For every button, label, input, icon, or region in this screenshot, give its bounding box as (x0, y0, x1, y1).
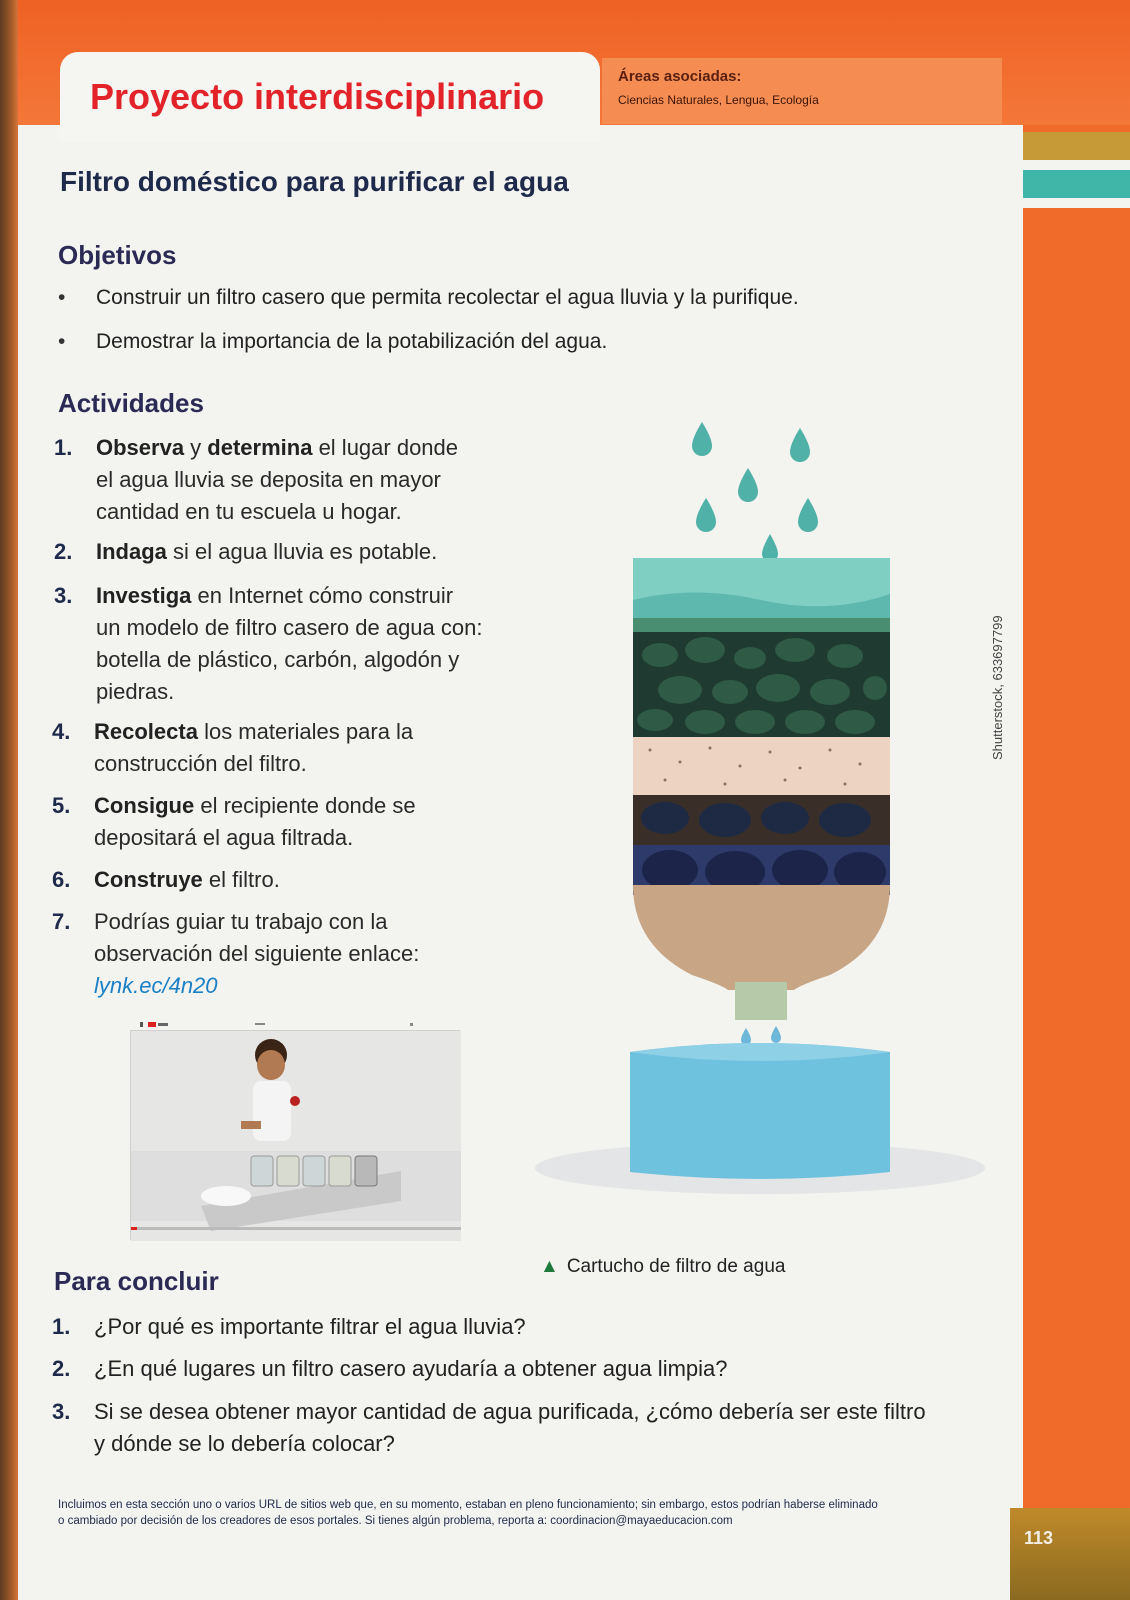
activity-item (54, 580, 536, 708)
water-drop-icon (692, 422, 712, 456)
clean-water-container (630, 1043, 890, 1179)
book-spine (0, 0, 18, 1600)
activity-verb: Construye (94, 867, 203, 892)
stripe-gap (1023, 198, 1130, 208)
footnote-line: Incluimos en esta sección uno o varios URL de sitios web que, en su momento, estaban en pleno funcionamiento; sin embargo, estos podrían haberse eliminado (58, 1499, 878, 1511)
right-orange-margin (1023, 125, 1130, 1600)
activity-text: cantidad en tu escuela u hogar. (96, 499, 402, 524)
activity-text: piedras. (96, 679, 175, 704)
filtered-drop-icon (741, 1028, 751, 1045)
activity-verb: Investiga (96, 583, 192, 608)
water-drop-icon (762, 534, 778, 562)
activity-number: 4. (52, 719, 71, 744)
objective-item (58, 330, 608, 354)
activity-number: 5. (52, 793, 71, 818)
figure-caption (540, 1256, 785, 1278)
activity-item (54, 536, 516, 568)
areas-label: Áreas asociadas: (618, 68, 742, 85)
filtered-drop-icon (771, 1026, 781, 1043)
question-number: 1. (52, 1314, 71, 1339)
objective-text: Demostrar la importancia de la potabilización del agua. (96, 330, 608, 353)
activity-text: un modelo de filtro casero de agua con: (96, 615, 483, 640)
activity-text: el recipiente donde se (194, 793, 416, 818)
activity-text: botella de plástico, carbón, algodón y (96, 647, 460, 672)
activity-verb: Indaga (96, 539, 167, 564)
question-number: 2. (52, 1356, 71, 1381)
teal-stripe (1023, 170, 1130, 198)
activity-text: construcción del filtro. (94, 751, 307, 776)
activity-text: observación del siguiente enlace: (94, 941, 420, 966)
page-title: Filtro doméstico para purificar el agua (60, 166, 569, 197)
page-number: 113 (1024, 1528, 1054, 1548)
activity-item (52, 790, 514, 854)
activity-verb: Recolecta (94, 719, 198, 744)
question-text: Si se desea obtener mayor cantidad de agua purificada, ¿cómo debería ser este filtro (94, 1399, 926, 1424)
bullet-icon: • (58, 286, 66, 309)
stripe-gap (1023, 160, 1130, 170)
gold-stripe (1023, 132, 1130, 160)
video-link[interactable]: lynk.ec/4n20 (94, 973, 218, 998)
caption-text: Cartucho de filtro de agua (566, 1256, 786, 1277)
video-thumbnail[interactable] (130, 1030, 460, 1240)
activity-text: en Internet cómo construir (191, 583, 454, 608)
bottle-neck (735, 980, 787, 1020)
activity-text: el filtro. (202, 867, 280, 892)
triangle-icon: ▲ (540, 1256, 559, 1277)
header-tab (60, 52, 600, 142)
conclude-heading: Para concluir (54, 1266, 219, 1296)
cotton-sand-layer (633, 737, 890, 795)
activity-text: y (184, 435, 208, 460)
conclude-item (52, 1311, 974, 1343)
activity-item (52, 864, 514, 896)
water-drop-icon (696, 498, 716, 532)
footnote (58, 1497, 958, 1529)
water-drop-icon (738, 468, 758, 502)
activity-item (54, 432, 516, 528)
water-drop-icon (798, 498, 818, 532)
page-number-box (1010, 1508, 1130, 1600)
video-frame-image (131, 1031, 461, 1241)
question-text: ¿Por qué es importante filtrar el agua lluvia? (94, 1314, 526, 1339)
question-number: 3. (52, 1399, 71, 1424)
activity-number: 7. (52, 909, 71, 934)
activity-verb: determina (207, 435, 313, 460)
water-drops (692, 422, 818, 562)
footnote-line: o cambiado por decisión de los creadores de esos portales. Si tienes algún problema, reporta a: coordinacion@mayaeducacion.com (58, 1515, 733, 1527)
activity-text: los materiales para la (197, 719, 414, 744)
activity-verb: Observa (96, 435, 185, 460)
activity-text: si el agua lluvia es potable. (166, 539, 438, 564)
water-drop-icon (790, 428, 810, 462)
conclude-item (52, 1396, 994, 1460)
objective-item (58, 286, 799, 310)
activity-text: depositará el agua filtrada. (94, 825, 354, 850)
conclude-item (52, 1353, 974, 1385)
video-toolbar (130, 1018, 460, 1030)
activity-number: 3. (54, 583, 73, 608)
activity-text: el lugar donde (312, 435, 459, 460)
activity-number: 1. (54, 435, 73, 460)
objectives-heading: Objetivos (58, 240, 177, 270)
bullet-icon: • (58, 330, 66, 353)
activity-number: 6. (52, 867, 71, 892)
question-text: y dónde se lo debería colocar? (94, 1431, 395, 1456)
activity-text: el agua lluvia se deposita en mayor (96, 467, 441, 492)
image-credit: Shutterstock, 633697799 (990, 615, 1005, 760)
areas-text: Ciencias Naturales, Lengua, Ecología (618, 93, 819, 107)
question-text: ¿En qué lugares un filtro casero ayudaría a obtener agua limpia? (94, 1356, 728, 1381)
activities-heading: Actividades (58, 388, 204, 418)
water-filter-illustration (520, 400, 990, 1220)
activity-number: 2. (54, 539, 73, 564)
objective-text: Construir un filtro casero que permita recolectar el agua lluvia y la purifique. (96, 286, 799, 309)
activity-item (52, 906, 514, 1002)
activity-item (52, 716, 514, 780)
activity-text: Podrías guiar tu trabajo con la (94, 909, 388, 934)
project-title: Proyecto interdisciplinario (90, 76, 545, 117)
activity-verb: Consigue (94, 793, 195, 818)
associated-areas-box (602, 58, 1002, 124)
